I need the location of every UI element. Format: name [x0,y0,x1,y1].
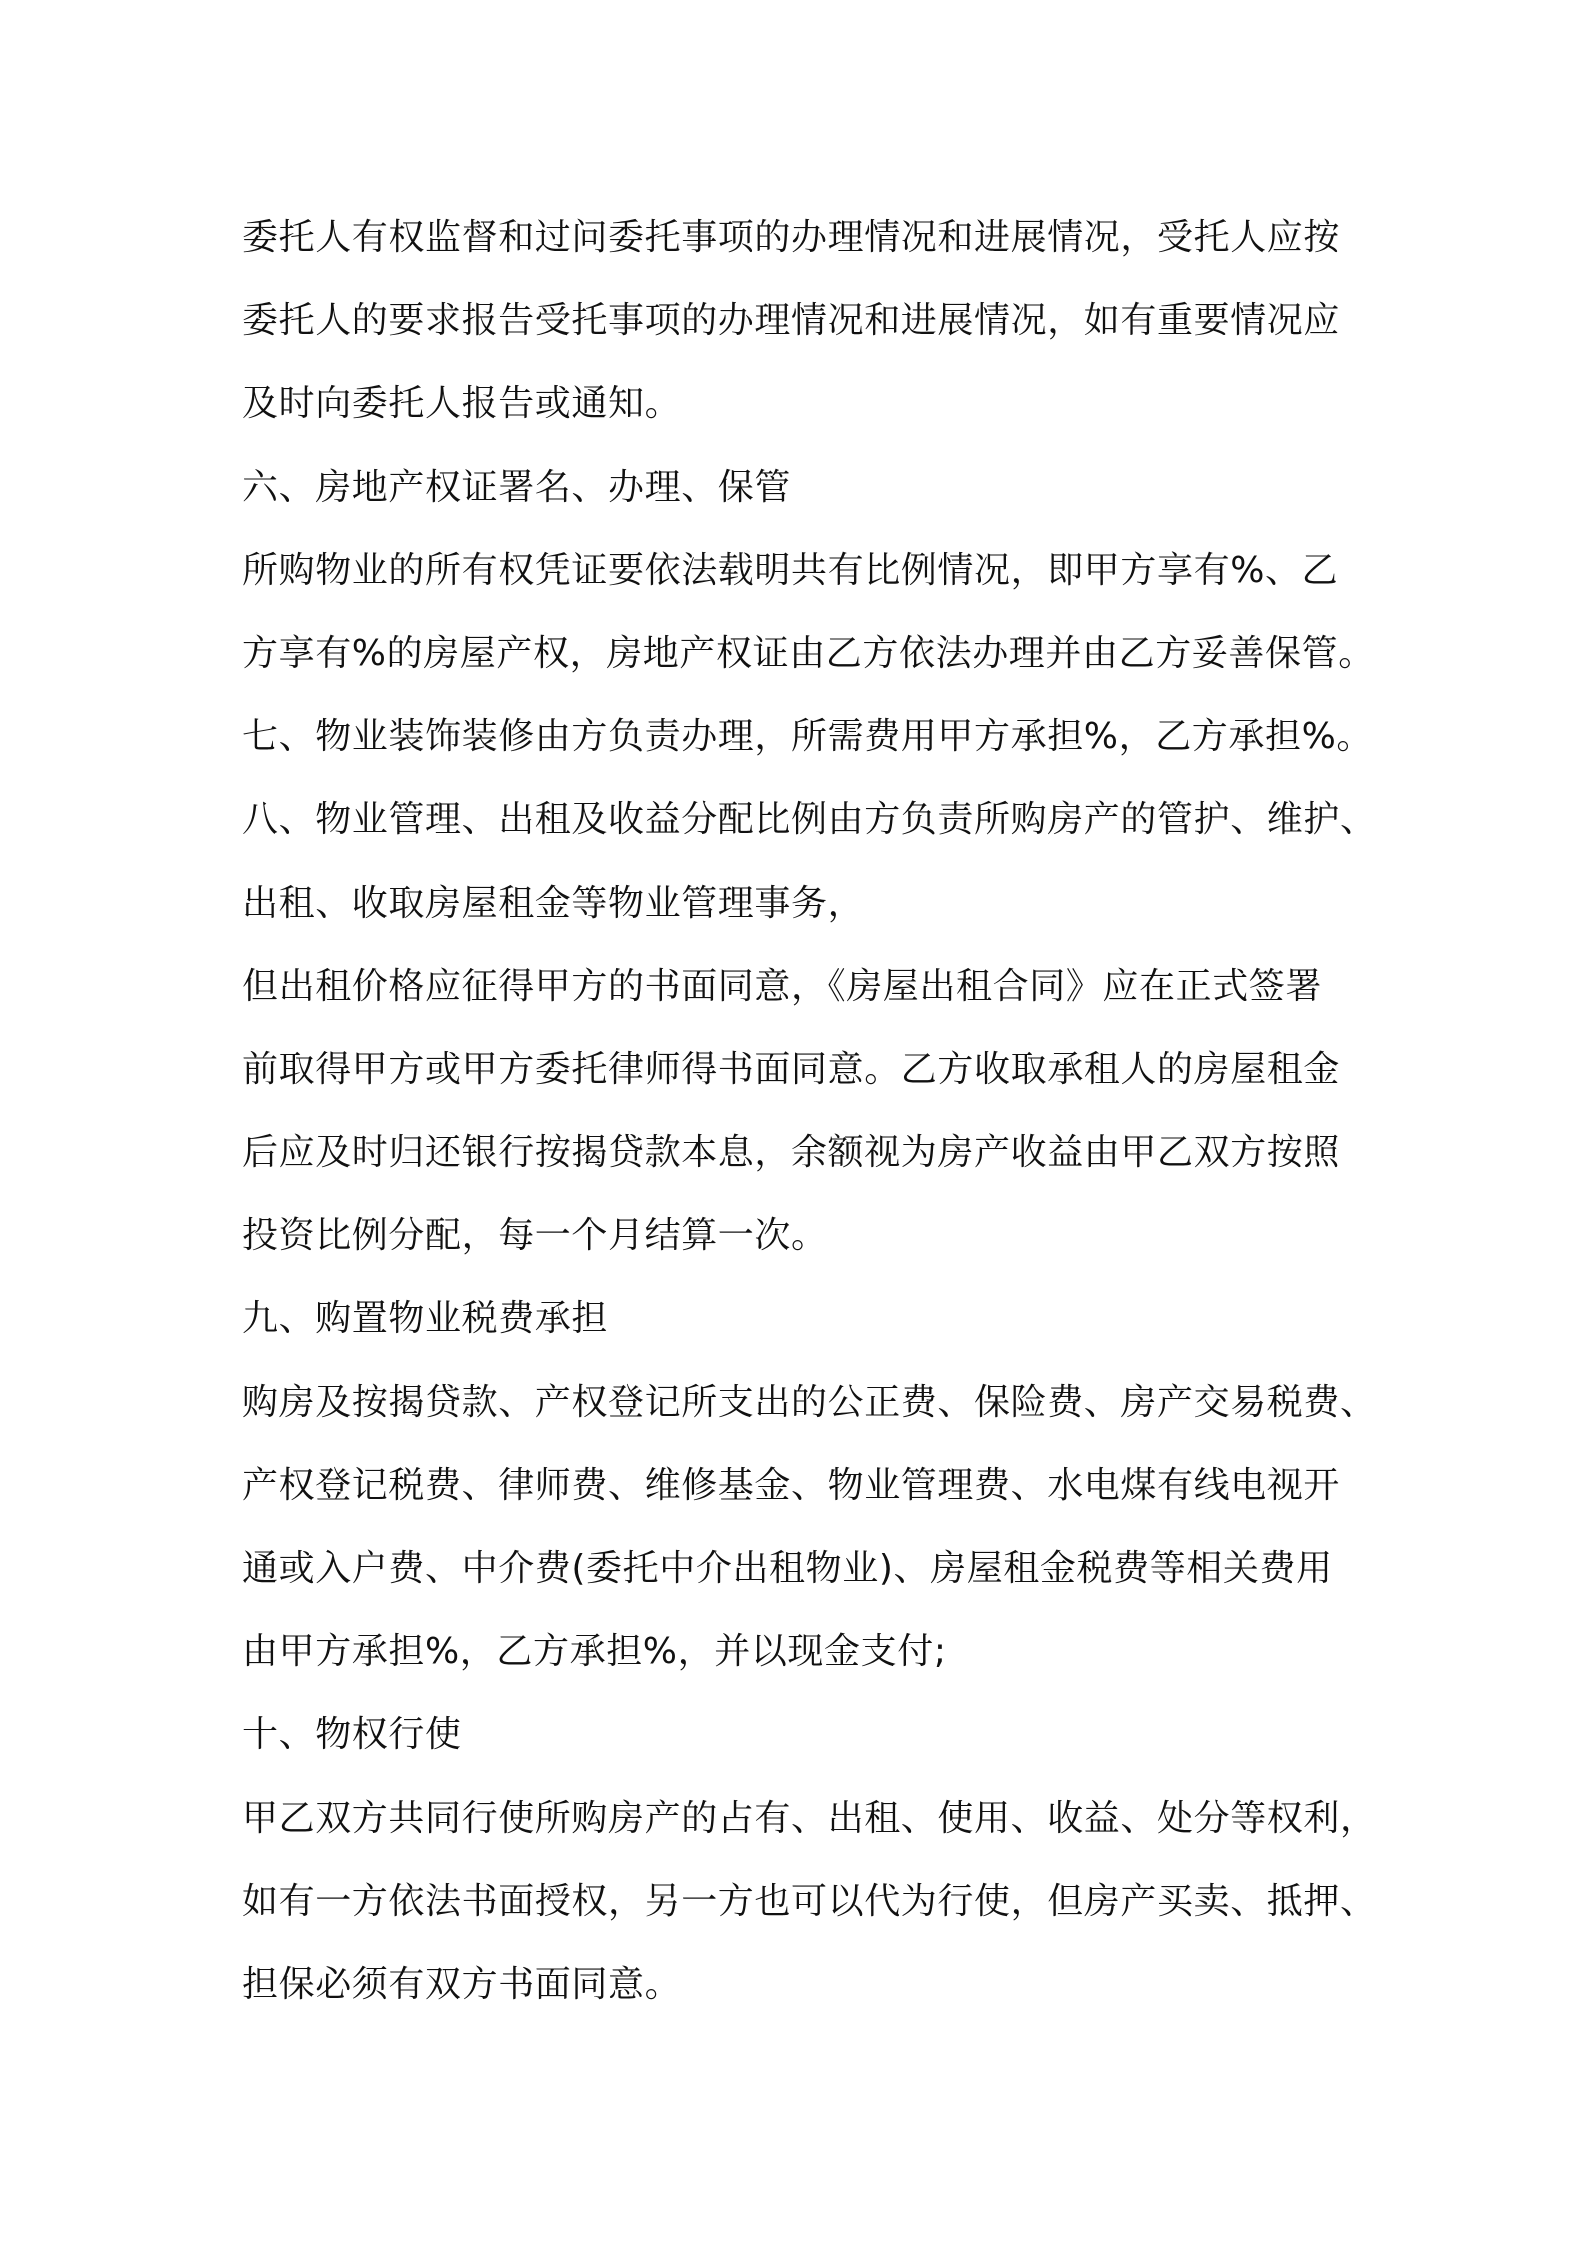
paragraph-line: 所购物业的所有权凭证要依法载明共有比例情况，即甲方享有%、乙 [242,549,1339,591]
paragraph-line: 购房及按揭贷款、产权登记所支出的公正费、保险费、房产交易税费、 [242,1381,1377,1423]
paragraph-line: 产权登记税费、律师费、维修基金、物业管理费、水电煤有线电视开 [242,1464,1341,1506]
section-heading-6: 六、房地产权证署名、办理、保管 [242,466,792,508]
section-heading-7: 七、物业装饰装修由方负责办理，所需费用甲方承担%，乙方承担%。 [242,716,1374,758]
paragraph-line: 方享有%的房屋产权，房地产权证由乙方依法办理并由乙方妥善保管。 [242,632,1375,674]
paragraph-line: 出租、收取房屋租金等物业管理事务， [242,882,865,924]
paragraph-line: 但出租价格应征得甲方的书面同意，《房屋出租合同》应在正式签署 [242,965,1323,1007]
paragraph-line: 委托人的要求报告受托事项的办理情况和进展情况，如有重要情况应 [242,300,1341,342]
paragraph-line: 担保必须有双方书面同意。 [242,1963,682,2005]
paragraph-line: 投资比例分配，每一个月结算一次。 [242,1215,828,1257]
paragraph-line: 如有一方依法书面授权，另一方也可以代为行使，但房产买卖、抵押、 [242,1880,1377,1922]
paragraph-line: 及时向委托人报告或通知。 [242,383,682,425]
paragraph-line: 前取得甲方或甲方委托律师得书面同意。乙方收取承租人的房屋租金 [242,1048,1341,1090]
section-heading-10: 十、物权行使 [242,1714,462,1756]
paragraph-line: 甲乙双方共同行使所购房产的占有、出租、使用、收益、处分等权利， [242,1797,1377,1839]
paragraph-line: 后应及时归还银行按揭贷款本息，余额视为房产收益由甲乙双方按照 [242,1132,1341,1174]
paragraph-line: 由甲方承担%，乙方承担%，并以现金支付; [242,1631,947,1673]
section-heading-8: 八、物业管理、出租及收益分配比例由方负责所购房产的管护、维护、 [242,799,1377,841]
document-body [242,196,1377,2026]
section-heading-9: 九、购置物业税费承担 [242,1298,609,1340]
paragraph-line: 委托人有权监督和过问委托事项的办理情况和进展情况，受托人应按 [242,217,1341,258]
paragraph-line: 通或入户费、中介费(委托中介出租物业)、房屋租金税费等相关费用 [242,1548,1333,1589]
